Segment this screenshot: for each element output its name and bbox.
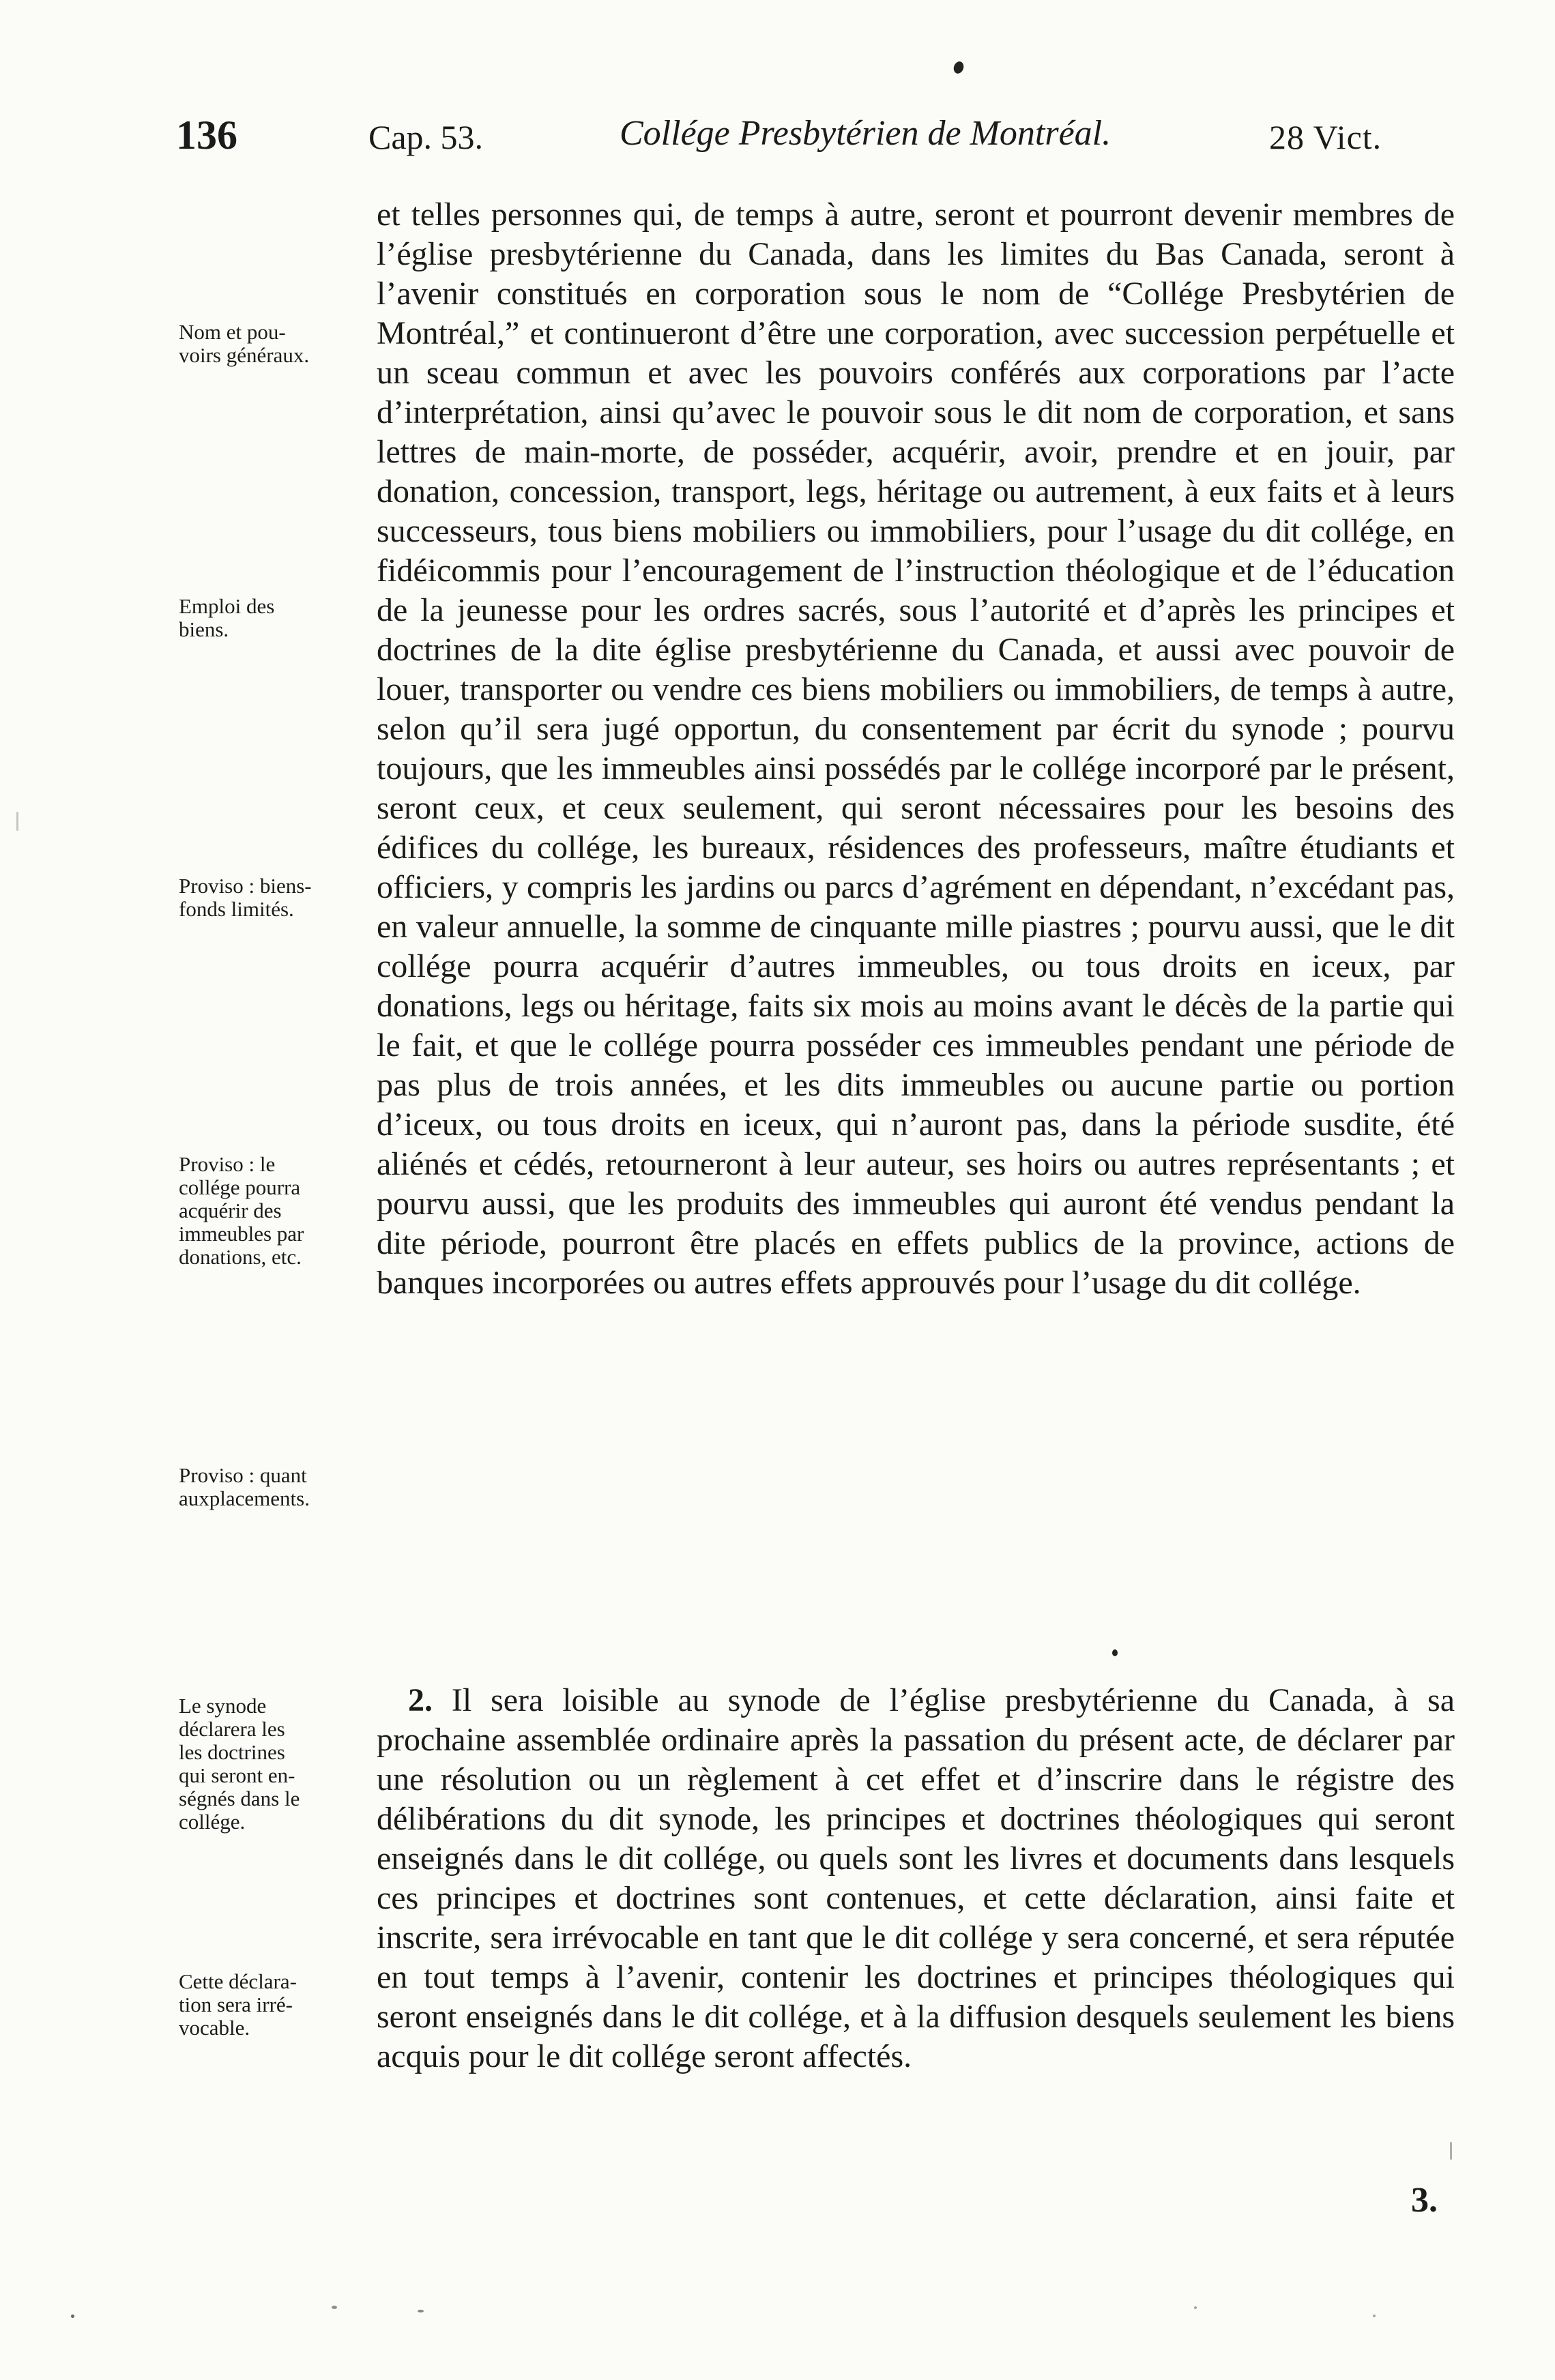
margin-note: Le synode déclarera les les doctrines qui seront en- ségnés dans le collége.	[179, 1694, 300, 1834]
paragraph-text: et telles personnes qui, de temps à autre, seront et pourront devenir membres de l’église presbytérienne du Canada, dans les limites du Bas Canada, seront à l’avenir constitués en corporation sous le nom de “Collége Presbytérien de Montréal,” et continueront d’être une corporation, avec succession perpétuelle et un sceau commun et avec les pouvoirs conférés aux corporations par l’acte d’interprétation, ainsi qu’avec le pouvoir sous le dit nom de corporation, et sans lettres de main-morte, de posséder, acquérir, avoir, prendre et en jouir, par donation, concession, transport, legs, héritage ou autrement, à eux faits et à leurs successeurs, tous biens mobiliers ou immobiliers, pour l’usage du dit collége, en fidéicommis pour l’encouragement de l’instruction théologique et de l’éducation de la jeunesse pour les ordres sacrés, sous l’autorité et d’après les principes et doctrines de la dite église presbytérienne du Canada, et aussi avec pouvoir de louer, transporter ou vendre ces biens mobiliers ou immobiliers, de temps à autre, selon qu’il sera jugé opportun, du consentement par écrit du synode ; pourvu toujours, que les immeubles ainsi possédés par le collége incorporé par le présent, seront ceux, et ceux seulement, qui seront nécessaires pour les besoins des édifices du collége, les bureaux, résidences des professeurs, maître étudiants et officiers, y compris les jardins ou parcs d’agrément en dépendant, n’excédant pas, en valeur annuelle, la somme de cinquante mille piastres ; pourvu aussi, que le dit collége pourra acquérir d’autres immeubles, ou tous droits en iceux, par donations, legs ou héritage, faits six mois au moins avant le décès de la partie qui le fait, et que le collége pourra posséder ces immeubles pendant une période de pas plus de trois années, et les dits immeubles ou aucune partie ou portion d’iceux, ou tous droits en iceux, qui n’auront pas, dans la période susdite, été aliénés et cédés, retourneront à leur auteur, ses hoirs ou autres représentants ; et pourvu aussi, que les produits des immeubles qui auront été vendus pendant la dite période, pourront être placés en effets publics de la province, actions de banques incorporées ou autres effets approuvés pour l’usage du dit collége.	[377, 196, 1455, 1301]
margin-note: Emploi des biens.	[179, 594, 275, 641]
ink-speck	[1373, 2315, 1376, 2317]
section-2-text: Il sera loisible au synode de l’église presbytérienne du Canada, à sa prochaine assemblée ordinaire après la passation du présent acte, de déclarer par une résolution ou un règlement à cet effet et d’inscrire dans le régistre des délibérations du dit synode, les principes et doctrines théologiques qui seront enseignés dans le dit collége, ou quels sont les livres et documents dans lesquels ces principes et doctrines sont contenues, et cette déclaration, ainsi faite et inscrite, sera irrévocable en tant que le dit collége y sera concerné, et sera réputée en tout temps à l’avenir, contenir les doctrines et principes théologiques qui seront enseignés dans le dit collége, et à la diffusion desquels seulement les biens acquis pour le dit collége seront affectés.	[377, 1682, 1455, 2074]
ink-speck	[418, 2310, 424, 2312]
margin-note: Proviso : le collége pourra acquérir des immeubles par donations, etc.	[179, 1152, 304, 1269]
ink-speck	[1194, 2306, 1197, 2309]
ink-speck	[71, 2315, 74, 2318]
ink-speck	[1450, 2142, 1452, 2160]
section-2	[377, 1681, 1455, 2076]
section-2-paragraph	[377, 1681, 1455, 2076]
catchword: 3.	[1411, 2181, 1438, 2220]
chapter-reference: Cap. 53.	[368, 118, 484, 156]
section-number: 2.	[408, 1682, 433, 1718]
running-title: Collége Presbytérien de Montréal.	[620, 114, 1111, 153]
regnal-year: 28 Vict.	[1269, 118, 1382, 156]
ink-speck	[1112, 1649, 1118, 1656]
margin-note: Proviso : biens- fonds limités.	[179, 874, 312, 921]
margin-note: Proviso : quant auxplacements.	[179, 1463, 310, 1510]
ink-speck	[952, 60, 965, 75]
margin-note: Nom et pou- voirs généraux.	[179, 320, 310, 367]
margin-note: Cette déclara- tion sera irré- vocable.	[179, 1969, 297, 2040]
page-number: 136	[176, 113, 237, 158]
ink-speck	[332, 2306, 337, 2309]
ink-speck	[16, 812, 18, 831]
body-paragraph	[377, 195, 1455, 1303]
